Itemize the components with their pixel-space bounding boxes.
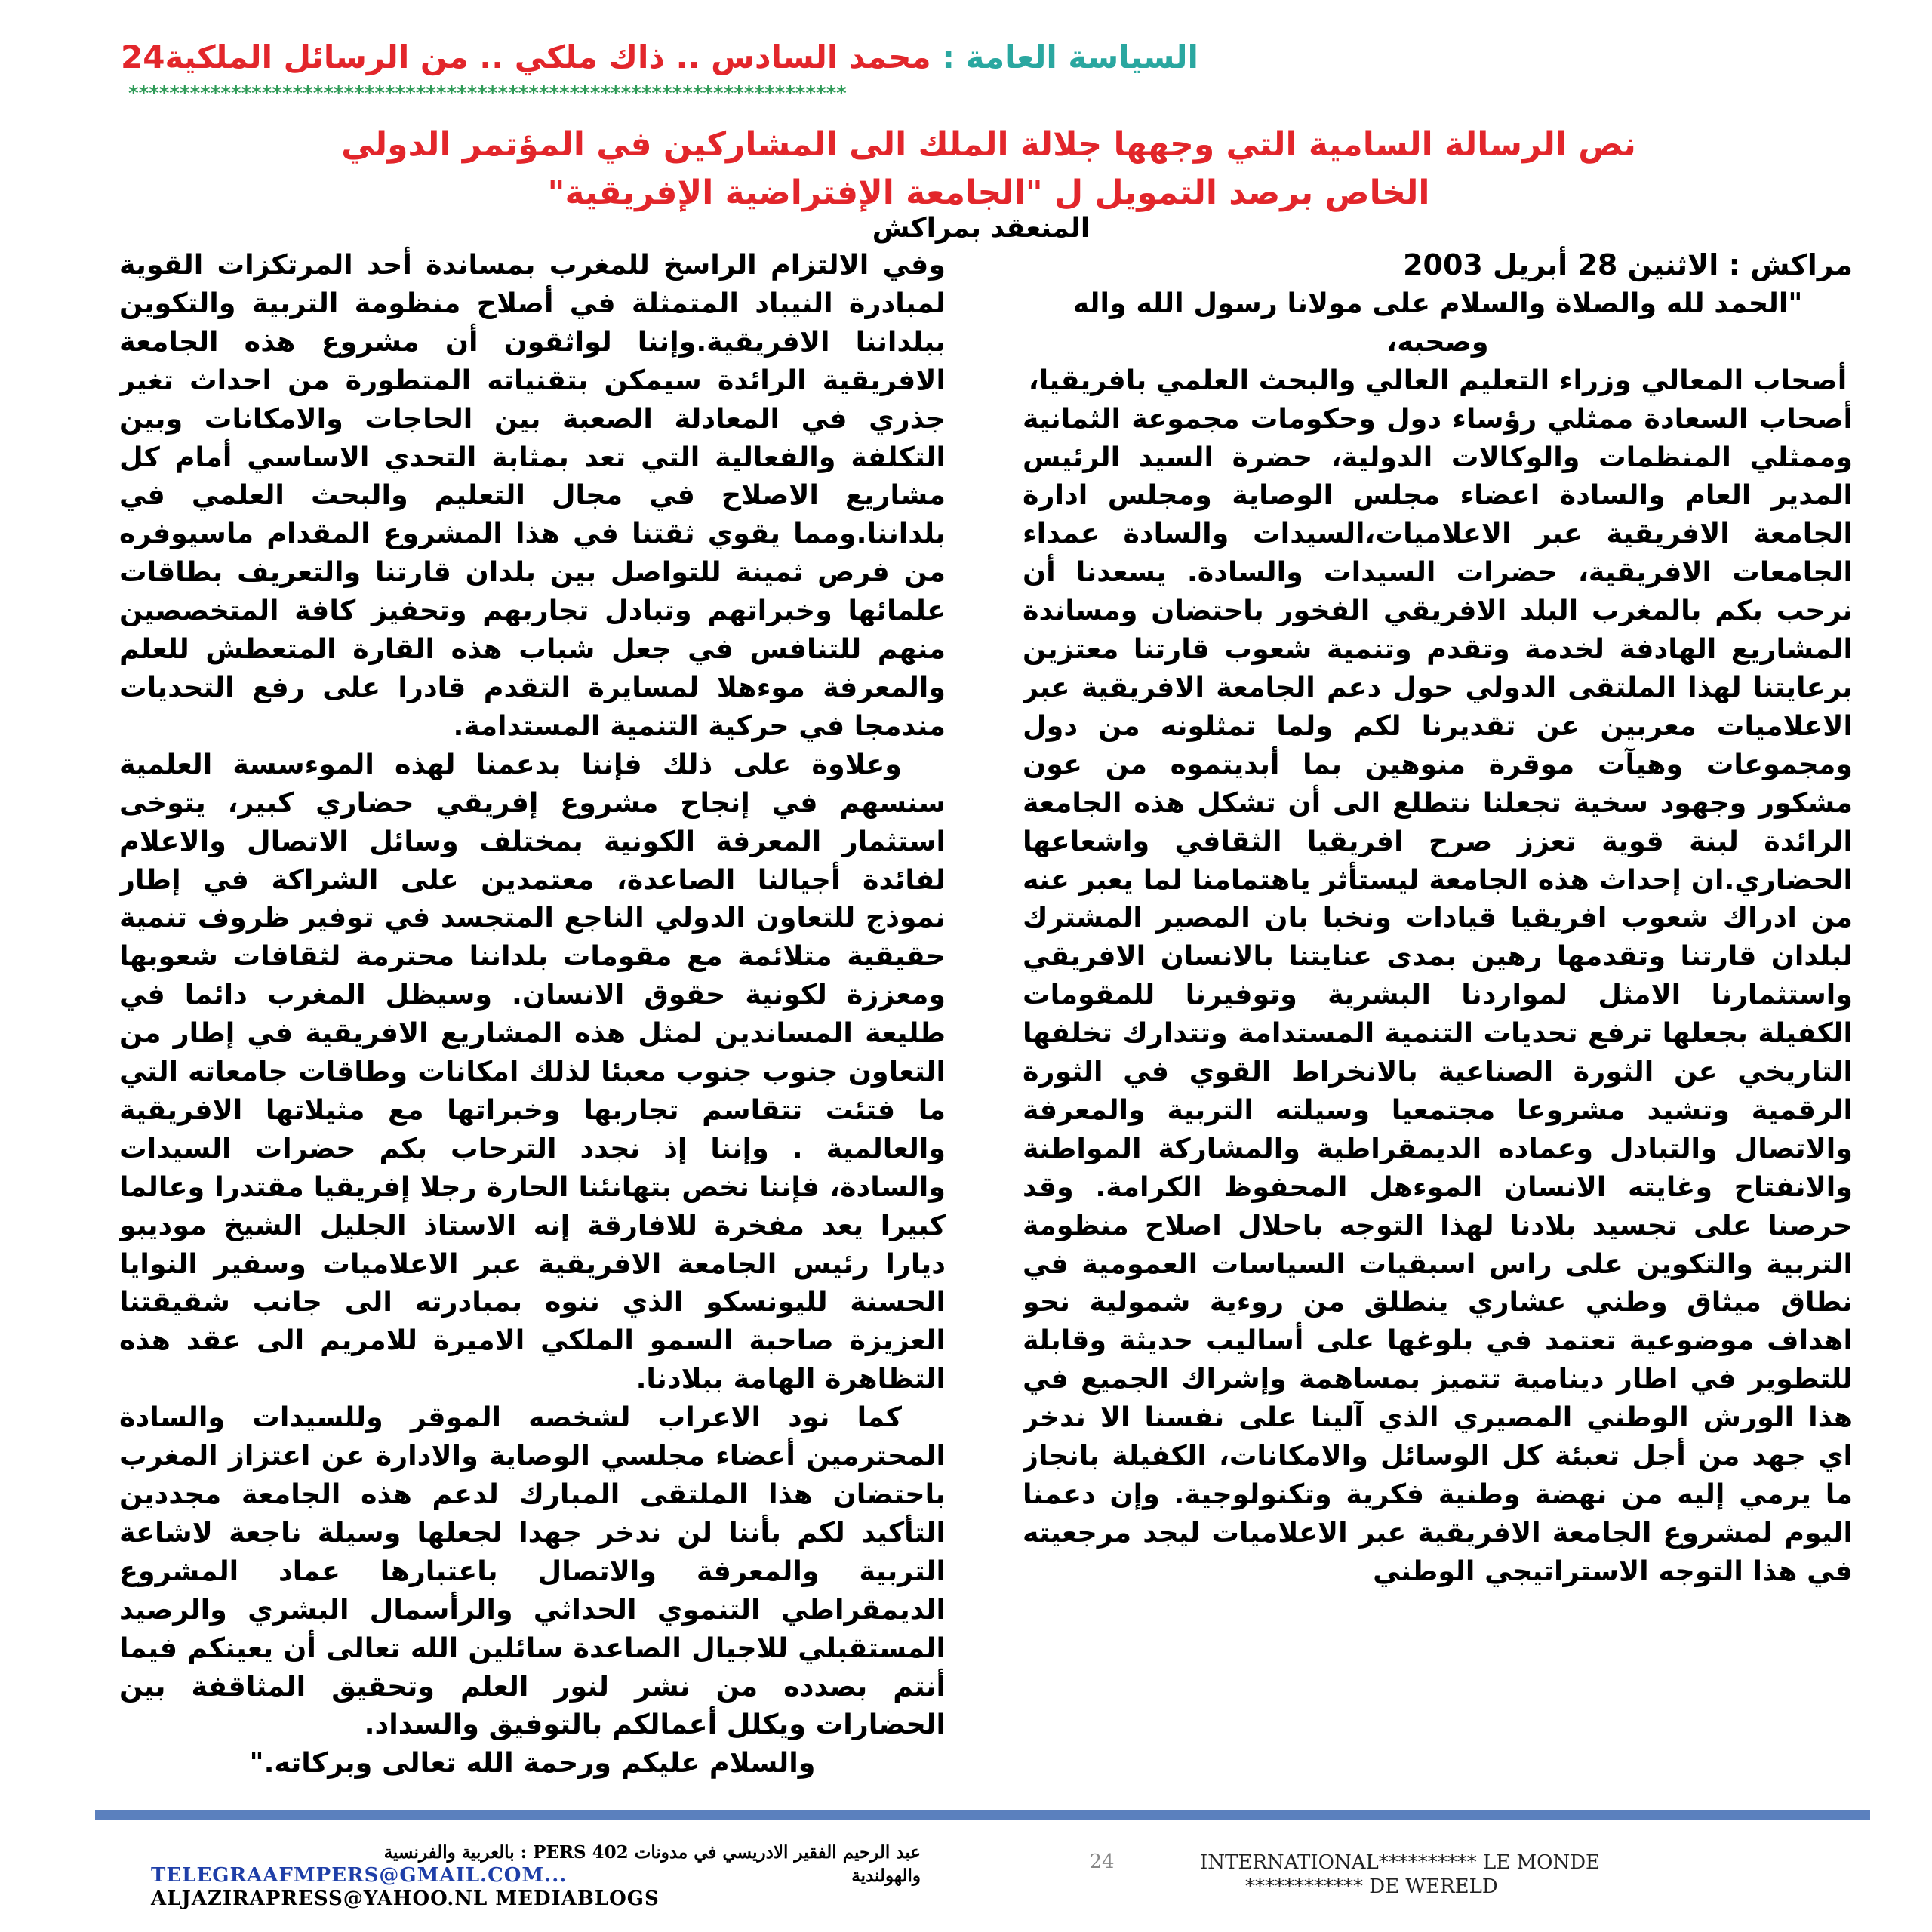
header-series-title: محمد السادس .. ذاك ملكي .. من الرسائل الملكية24 <box>121 38 931 75</box>
header-section-label: السياسة العامة : <box>931 38 1198 75</box>
footer-publication <box>1200 1850 1819 1899</box>
star-divider: ********************************************************************** <box>128 82 847 105</box>
letter-body-part-4: كما نود الاعراب لشخصه الموقر وللسيدات والسادة المحترمين أعضاء مجلسي الوصاية والادارة عن اعتزاز المغرب باحتضان هذا الملتقى المبارك لدعم هذه الجامعة مجددين التأكيد لكم بأننا لن ندخر جهدا لجعلها وسيلة ناجعة لاشاعة التربية والمعرفة والاتصال باعتبارها عماد المشروع الديمقراطي التنموي الحداثي والرأسمال البشري والرصيد المستقبلي للاجيال الصاعدة سائلين الله تعالى أن يعينكم فيما أنتم بصدده من نشر لنور العلم وتحقيق المثاقفة بين الحضارات ويكلل أعمالكم بالتوفيق والسداد. <box>119 1401 946 1741</box>
article-title <box>272 121 1706 217</box>
page-header-title <box>121 35 1366 80</box>
footer-credits <box>151 1841 921 1910</box>
right-text-column <box>1023 246 1853 1786</box>
footer-language-note: والهولندية <box>851 1866 921 1886</box>
footer-publication-line-2: ************ DE WERELD <box>1245 1875 1498 1898</box>
letter-body-part-1: أصحاب السعادة ممثلي رؤساء دول وحكومات مجموعة الثمانية وممثلي المنظمات والوكالات الدولية، حضرة السيد الرئيس المدير العام والسادة اعضاء مجلس الوصاية ومجلس ادارة الجامعة الافريقية عبر الاعلاميات،السيدات والسادة عمداء الجامعات الافريقية، حضرات السيدات والسادة. يسعدنا أن نرحب بكم بالمغرب البلد الافريقي الفخور باحتضان ومساندة المشاريع الهادفة لخدمة وتقدم وتنمية شعوب قارتنا معتزين برعايتنا لهذا الملتقى الدولي حول دعم الجامعة الافريقية عبر الاعلاميات معربين عن تقديرنا لكم ولما تمثلونه من دول ومجموعات وهيآت موقرة منوهين بما أبديتموه من عون مشكور وجهود سخية تجعلنا نتطلع الى أن تشكل هذه الجامعة الرائدة لبنة قوية تعزز صرح افريقيا الثقافي واشعاعها الحضاري.ان إحداث هذه الجامعة ليستأثر ياهتمامنا لما يعبر عنه من ادراك شعوب افريقيا قيادات ونخبا بان المصير المشترك لبلدان قارتنا وتقدمها رهين بمدى عنايتنا بالانسان الافريقي واستثمارنا الامثل لمواردنا البشرية وتوفيرنا للمقومات الكفيلة بجعلها ترفع تحديات التنمية المستدامة وتتدارك تخلفها التاريخي عن الثورة الصناعية بالانخراط القوي في الثورة الرقمية وتشيد مشروعا مجتمعيا وسيلته التربية والمعرفة والاتصال والتبادل وعماده الديمقراطية والمشاركة المواطنة والانفتاح وغايته الانسان الموءهل المحفوظ الكرامة. وقد حرصنا على تجسيد بلادنا لهذا التوجه باحلال اصلاح منظومة التربية والتكوين على راس اسبقيات السياسات العمومية في نطاق ميثاق وطني عشاري ينطلق من روءية شمولية نحو اهداف موضوعية تعتمد في بلوغها على أساليب حديثة وقابلة للتطوير في اطار دينامية تتميز بمساهمة وإشراك الجميع في هذا الورش الوطني المصيري الذي آلينا على نفسنا الا ندخر اي جهد من أجل تعبئة كل الوسائل والامكانات، الكفيلة بانجاز ما يرمي إليه من نهضة وطنية فكرية وتكنولوجية. وإن دعمنا اليوم لمشروع الجامعة الافريقية عبر الاعلاميات ليجد مرجعيته في هذا التوجه الاستراتيجي الوطني <box>1023 401 1853 1587</box>
date-line: مراكش : الاثنين 28 أبريل 2003 <box>1403 248 1853 281</box>
closing-salutation: والسلام عليكم ورحمة الله تعالى وبركاته." <box>249 1746 816 1780</box>
footer-author-line: عبد الرحيم الفقير الادريسي في مدونات PERS 402 : بالعربية والفرنسية <box>383 1842 921 1863</box>
left-text-column <box>119 246 946 1786</box>
footer-rule <box>95 1810 1870 1820</box>
article-subtitle: المنعقد بمراكش <box>872 213 1091 244</box>
footer-contact-line[interactable]: ALJAZIRAPRESS@YAHOO.NL MEDIABLOGS <box>151 1887 660 1910</box>
footer-email-link[interactable]: TELEGRAAFMPERS@GMAIL.COM... <box>151 1864 568 1887</box>
address-ministers: أصحاب المعالي وزراء التعليم العالي والبحث العلمي بافريقيا، <box>1028 363 1847 396</box>
footer-publication-line-1: INTERNATIONAL********** LE MONDE <box>1200 1851 1601 1874</box>
letter-body-part-2: وفي الالتزام الراسخ للمغرب بمساندة أحد المرتكزات القوية لمبادرة النيباد المتمثلة في أصلاح منظومة التربية والتكوين ببلداننا الافريقية.وإننا لواثقون أن مشروع هذه الجامعة الافريقية الرائدة سيمكن بتقنياته المتطورة من احداث تغير جذري في المعادلة الصعبة بين الحاجات والامكانات وبين التكلفة والفعالية التي تعد بمثابة التحدي الاساسي أمام كل مشاريع الاصلاح في مجال التعليم والبحث العلمي في بلداننا.ومما يقوي ثقتنا في هذا المشروع المقدام ماسيوفره من فرص ثمينة للتواصل بين بلدان قارتنا والتعريف بطاقات علمائها وخبراتهم وتبادل تجاربهم وتحفيز كافة المتخصصين منهم للتنافس في جعل شباب هذه القارة المتعطش للعلم والمعرفة موءهلا لمسايرة التقدم قادرا على رفع التحديات مندمجا في حركية التنمية المستدامة. <box>119 248 946 742</box>
opening-invocation: "الحمد لله والصلاة والسلام على مولانا رسول الله واله وصحبه، <box>1072 286 1803 358</box>
letter-body-part-3: وعلاوة على ذلك فإننا بدعمنا لهذه الموءسسة العلمية سنسهم في إنجاح مشروع إفريقي حضاري كبير، يتوخى استثمار المعرفة الكونية بمختلف وسائل الاتصال والاعلام لفائدة أجيالنا الصاعدة، معتمدين على الشراكة في إطار نموذج للتعاون الدولي الناجع المتجسد في توفير ظروف تنمية حقيقية متلائمة مع مقومات بلداننا محترمة لثقافات شعوبها ومعززة لكونية حقوق الانسان. وسيظل المغرب دائما في طليعة المساندين لمثل هذه المشاريع الافريقية في إطار من التعاون جنوب جنوب معبئا لذلك امكانات وطاقات جامعاته التي ما فتئت تتقاسم تجاربها وخبراتها مع مثيلاتها الافريقية والعالمية . وإننا إذ نجدد الترحاب بكم حضرات السيدات والسادة، فإننا نخص بتهانئنا الحارة رجلا إفريقيا مقتدرا وعالما كبيرا يعد مفخرة للافارقة إنه الاستاذ الجليل الشيخ موديبو ديارا رئيس الجامعة الافريقية عبر الاعلاميات وسفير النوايا الحسنة لليونسكو الذي ننوه بمبادرته الى جانب شقيقتنا العزيزة صاحبة السمو الملكي الاميرة للامريم الى عقد هذه التظاهرة الهامة ببلادنا. <box>119 747 946 1395</box>
footer-email-row <box>151 1864 921 1887</box>
page-number: 24 <box>1089 1850 1115 1873</box>
article-title-line-2: الخاص برصد التمويل ل "الجامعة الإفتراضية الإفريقية" <box>547 174 1430 212</box>
article-title-line-1: نص الرسالة السامية التي وجهها جلالة الملك الى المشاركين في المؤتمر الدولي <box>341 125 1636 164</box>
